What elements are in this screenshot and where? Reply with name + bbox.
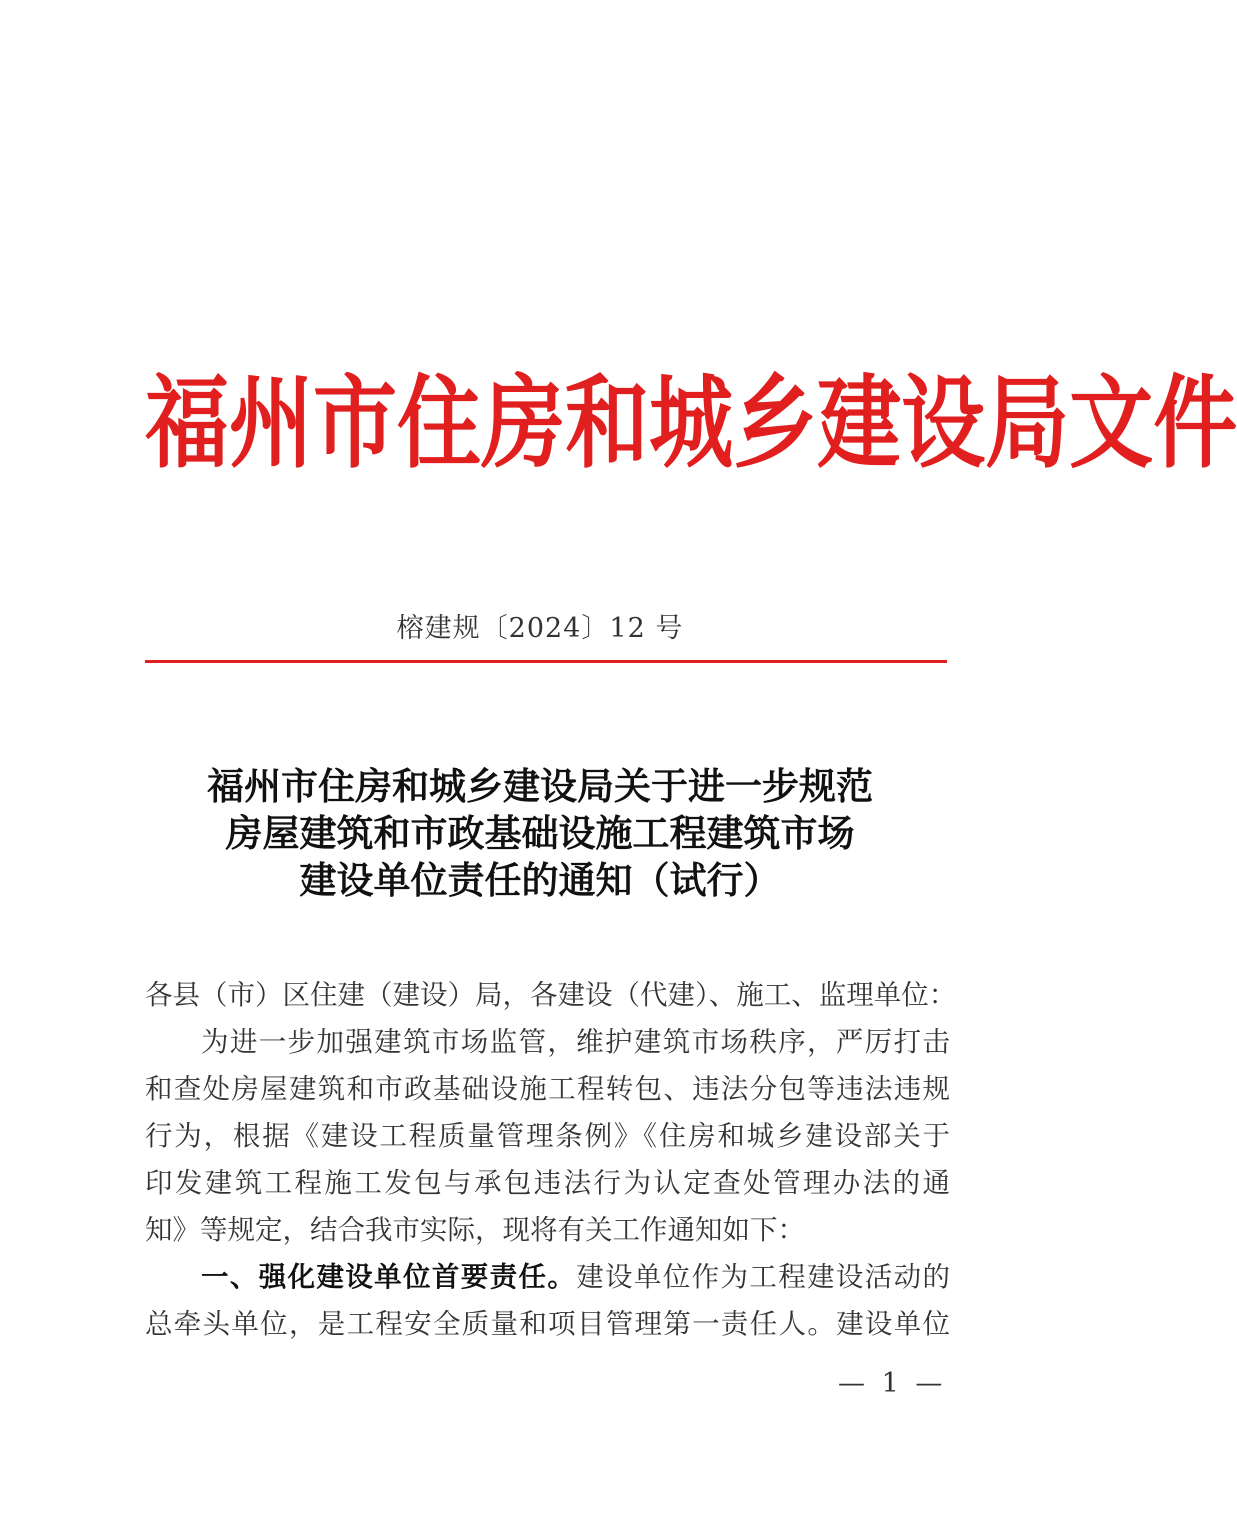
masthead-char: 件	[1153, 363, 1237, 482]
masthead-char: 乡	[733, 363, 818, 482]
body-paragraph-line-1: 为进一步加强建筑市场监管，维护建筑市场秩序，严厉打击	[201, 1026, 950, 1058]
page-number: — 1 —	[838, 1368, 947, 1399]
masthead-char: 市	[313, 363, 398, 482]
masthead-char: 州	[229, 363, 314, 482]
masthead-char: 局	[985, 363, 1070, 482]
masthead-char: 设	[901, 363, 986, 482]
notice-title	[0, 763, 1080, 904]
body-paragraph-line-4: 印发建筑工程施工发包与承包违法行为认定查处管理办法的通	[145, 1167, 950, 1199]
body-paragraph-line-5: 知》等规定，结合我市实际，现将有关工作通知如下：	[145, 1214, 805, 1246]
masthead-char: 住	[397, 363, 482, 482]
notice-title-line-1: 福州市住房和城乡建设局关于进一步规范	[207, 764, 873, 808]
addressee-line: 各县（市）区住建（建设）局，各建设（代建）、施工、监理单位：	[145, 979, 957, 1011]
masthead-char: 文	[1069, 363, 1154, 482]
masthead-char: 建	[817, 363, 902, 482]
body-text	[145, 1019, 950, 1348]
masthead-char: 城	[649, 363, 734, 482]
body-paragraph-line-3: 行为，根据《建设工程质量管理条例》《住房和城乡建设部关于	[145, 1120, 950, 1152]
section-1-line-2: 总牵头单位，是工程安全质量和项目管理第一责任人。建设单位	[145, 1308, 950, 1340]
masthead-char: 房	[481, 363, 566, 482]
notice-title-line-2: 房屋建筑和市政基础设施工程建筑市场	[225, 811, 855, 855]
document-number: 榕建规〔2024〕12 号	[396, 613, 684, 644]
body-paragraph-line-2: 和查处房屋建筑和市政基础设施工程转包、违法分包等违法违规	[145, 1073, 950, 1105]
section-1-line-1	[145, 1254, 950, 1301]
masthead-char: 和	[565, 363, 650, 482]
masthead-char: 福	[145, 363, 230, 482]
section-1-text-start: 建设单位作为工程建设活动的	[576, 1261, 951, 1293]
masthead-title	[145, 363, 1237, 482]
section-1-heading: 一、强化建设单位首要责任。	[201, 1261, 577, 1293]
notice-title-line-3: 建设单位责任的通知（试行）	[299, 858, 781, 902]
red-divider-rule	[145, 660, 947, 663]
